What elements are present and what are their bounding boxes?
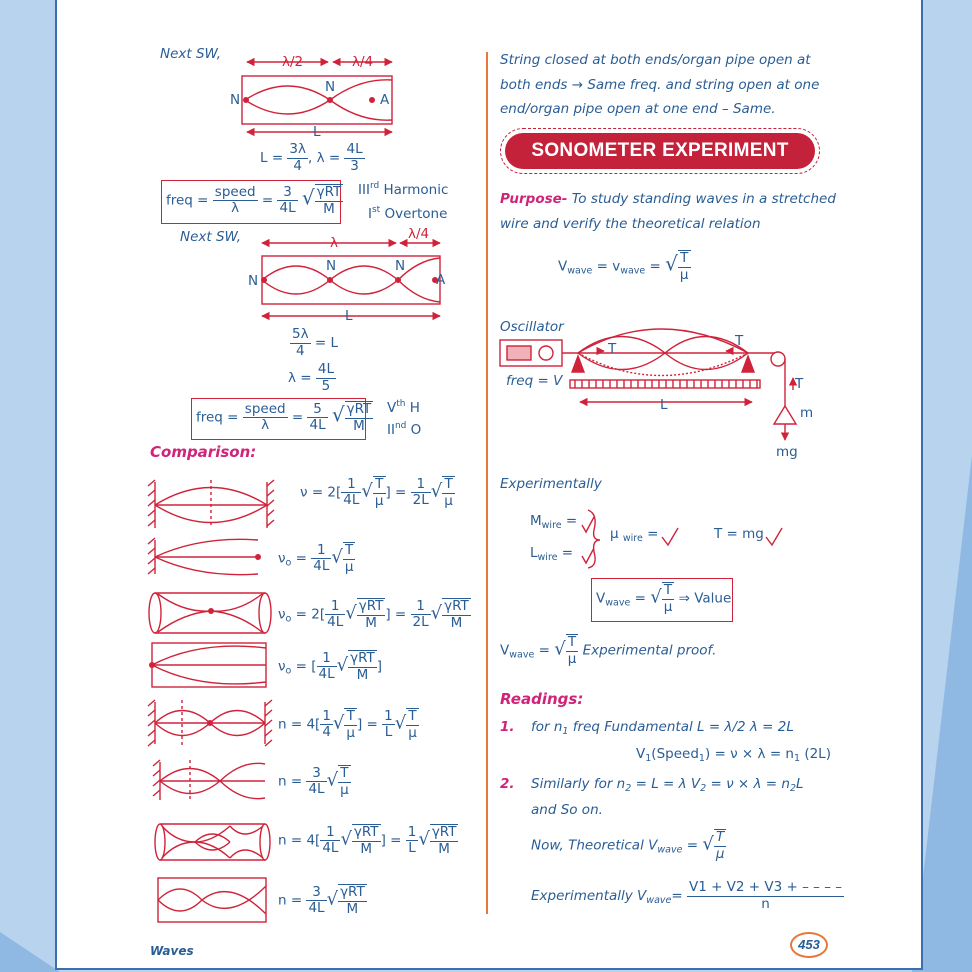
page-number: 453 <box>790 932 828 958</box>
length-label-2: L <box>345 308 353 324</box>
m-wire-label: $M_{wire}$ = <box>530 513 578 531</box>
second-overtone-label: IInd O <box>387 421 422 438</box>
reading-1-text: for $n_1$ freq Fundamental L = λ/2 λ = 2L <box>531 719 794 737</box>
comparison-fig-7 <box>155 824 270 860</box>
node-label-2: N <box>325 79 336 95</box>
lambda-half-label: λ/2 <box>282 54 304 70</box>
length-label: L <box>313 124 321 140</box>
tension-label-1: T <box>608 341 617 357</box>
reading-2-number: 2. <box>500 776 515 792</box>
equation-lambda-4l5: λ = $\frac{4L}{5}$ <box>288 361 335 394</box>
intro-line-1: String closed at both ends/organ pipe open at <box>500 52 811 68</box>
readings-heading: Readings: <box>500 690 584 708</box>
comparison-formula-1: ν = 2[ $\frac{1}{4L}$ √ $\frac{T}{\mu}$ ] = $\frac{1}{2L}$ √ $\frac{T}{\mu}$ <box>300 475 453 509</box>
freq-formula-2: freq = $\frac{\text{speed}}{\lambda}$ = $\frac{5}{4L}$ √ $\frac{\text{γRT}}{M}$ <box>196 400 372 434</box>
mg-label: mg <box>776 444 798 460</box>
first-overtone-label: Ist Overtone <box>368 205 448 222</box>
lambda-quarter-label-2: λ/4 <box>408 226 430 242</box>
theoretical-vwave: Now, Theoretical $V_{wave}$ = √ $\frac{T}{\mu}$ <box>531 829 725 862</box>
section-heading: SONOMETER EXPERIMENT <box>505 133 815 169</box>
comparison-fig-8 <box>158 878 266 922</box>
comparison-formula-7: n = 4[ $\frac{1}{4L}$ √ $\frac{\text{γRT}}{M}$ ] = $\frac{1}{L}$ √ $\frac{\text{γRT}}{M}$ <box>278 823 457 857</box>
lambda-label: λ <box>330 235 338 251</box>
reading-2-text: Similarly for $n_2 = L = \lambda$ $V_2 = \nu \times \lambda = n_2L$ <box>531 776 804 794</box>
mu-wire-label: μ $_{wire}$ = <box>610 526 659 544</box>
chapter-footer: Waves <box>150 944 194 958</box>
experimentally-label: Experimentally <box>500 476 602 492</box>
node-label-3: N <box>326 258 337 274</box>
antinode-label-2: A <box>436 272 446 288</box>
freq-formula-1: freq = $\frac{\text{speed}}{\lambda}$ = $\frac{3}{4L}$ √ $\frac{\text{γRT}}{M}$ <box>166 183 342 217</box>
comparison-formula-6: n = $\frac{3}{4L}$ √ $\frac{T}{\mu}$ <box>278 764 349 798</box>
intro-line-3: end/organ pipe open at one end – Same. <box>500 101 776 117</box>
tension-label-3: T <box>795 376 804 392</box>
standing-wave-diagram-2 <box>262 243 440 316</box>
freq-v-label: freq = V <box>506 373 563 389</box>
reading-1-equation: $V_1(Speed_1) = \nu \times \lambda = n_1$ (2L) <box>636 746 831 764</box>
purpose-line-1: Purpose- To study standing waves in a stretched <box>500 191 836 207</box>
third-harmonic-label: IIIrd Harmonic <box>358 181 449 198</box>
node-label-4: N <box>395 258 406 274</box>
t-mg-label: T = mg <box>714 526 764 542</box>
comparison-formula-5: n = 4[ $\frac{1}{4}$ √ $\frac{T}{\mu}$ ] = $\frac{1}{L}$ √ $\frac{T}{\mu}$ <box>278 707 417 741</box>
tension-label-2: T <box>735 333 744 349</box>
experimental-proof: $V_{wave}$ = √ $\frac{T}{\mu}$ Experimental proof. <box>500 634 717 667</box>
fifth-harmonic-label: Vth H <box>387 399 420 416</box>
comparison-fig-2 <box>148 538 258 575</box>
intro-line-2: both ends → Same freq. and string open at one <box>500 77 820 93</box>
equation-l-3lambda: L = $\frac{3\lambda}{4}$ , λ = $\frac{4L}{3}$ <box>260 141 363 174</box>
comparison-fig-4 <box>152 643 266 687</box>
lambda-quarter-label: λ/4 <box>352 54 374 70</box>
vwave-relation: $V_{wave} = v_{wave}$ = √ $\frac{T}{\mu}$ <box>558 250 689 283</box>
comparison-formula-2: $\nu_o$ = $\frac{1}{4L}$ √ $\frac{T}{\mu}$ <box>278 541 354 575</box>
oscillator-label: Oscillator <box>500 319 564 335</box>
antinode-label: A <box>380 92 390 108</box>
reading-1-number: 1. <box>500 719 515 735</box>
comparison-formula-4: $\nu_o$ = [ $\frac{1}{4L}$ √ $\frac{\text{γRT}}{M}$ ] <box>278 649 383 683</box>
comparison-formula-3: $\nu_o = 2$[ $\frac{1}{4L}$ √ $\frac{\text{γRT}}{M}$ ] = $\frac{1}{2L}$ √ $\frac{\text{γRT}}{M}$ <box>278 597 469 631</box>
next-sw-label-1: Next SW, <box>160 46 222 62</box>
comparison-fig-1 <box>148 480 274 528</box>
node-label-5: N <box>248 273 259 289</box>
comparison-heading: Comparison: <box>150 443 257 461</box>
comparison-fig-6 <box>153 760 265 802</box>
standing-wave-diagram-1 <box>242 62 392 132</box>
sonometer-length-label: L <box>660 397 668 413</box>
vwave-value: $V_{wave}$ = √ $\frac{T}{\mu}$ ⇒ Value <box>596 582 732 615</box>
reading-2-continuation: and So on. <box>531 802 603 818</box>
node-label: N <box>230 92 241 108</box>
column-divider <box>486 52 488 914</box>
next-sw-label-2: Next SW, <box>180 229 242 245</box>
equation-5lambda: $\frac{5\lambda}{4}$ = L <box>292 326 339 359</box>
purpose-line-2: wire and verify the theoretical relation <box>500 216 761 232</box>
l-wire-label: $L_{wire}$ = <box>530 545 574 563</box>
mass-label: m <box>800 405 814 421</box>
experimental-vwave: Experimentally $V_{wave}=$ $\frac{V1 + V2 + V3 + - - - -}{n}$ <box>531 879 842 912</box>
comparison-formula-8: n = $\frac{3}{4L}$ √ $\frac{\text{γRT}}{M}$ <box>278 883 365 917</box>
